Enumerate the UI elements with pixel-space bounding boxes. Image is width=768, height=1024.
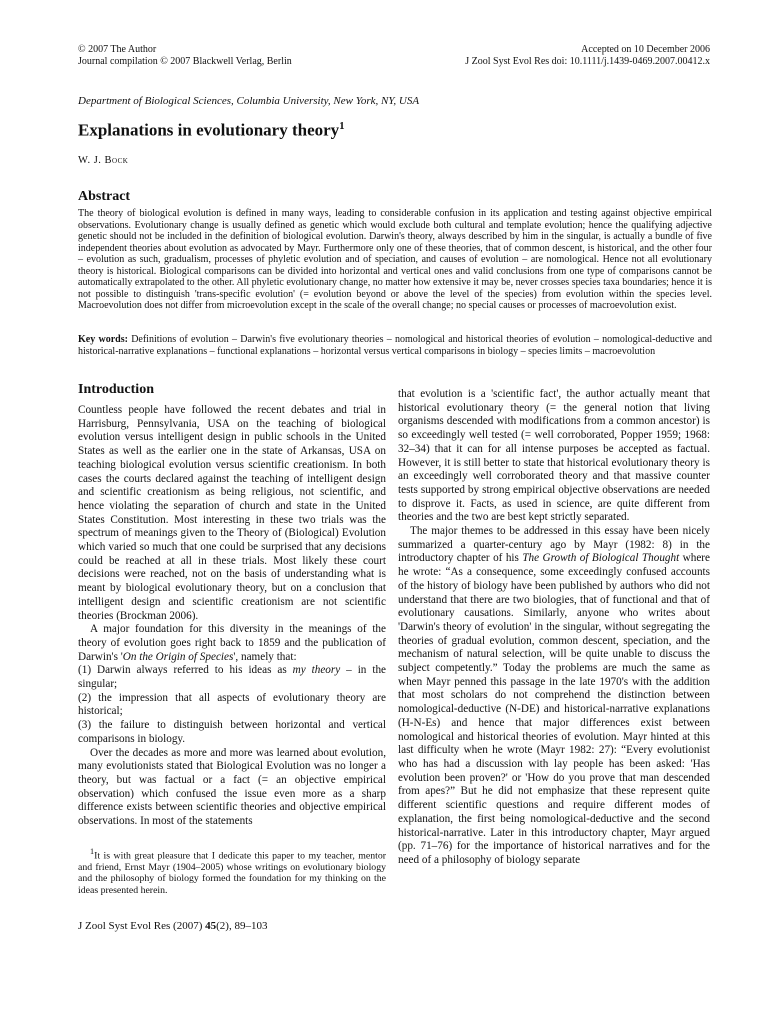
col2-p2-text-b: where he wrote: “As a consequence, some exceedingly confused accounts of the history of biology have been published by authors who did not understand that there are two biologies, that of functional and that of evolutionary causations. Similarly, anyone who writes about 'Darwin's theory of evolution' in the singular, without segregating the theories of gradual evolution, common descent, speciation, and the mechanism of natural selection, will be quite unable to discuss the subject competently.” Today the problems are much the same as when Mayr penned this passage in the late 1970's with the addition that most scholars do not comprehend the distinction between nomological-deductive (N-DE) and historical-narrative explanations (H-N-Es) and hence that major differences exist between nomological and historical theories of evolution. Mayr hinted at this last difficulty when he wrote (Mayr 1982: 27): “Every evolutionist who has had a discussion with lay people has been asked: 'Has evolution been proven?' or 'How do you prove that man descended from apes?” But he did not emphasize that these represent quite different scientific questions and require different modes of explanation, the first being nomological-deductive and the second historical-narrative. Later in this introductory chapter, Mayr argued (pp. 71–76) for the importance of historical narratives and for the need of a philosophy of biology separate — [398, 552, 710, 866]
growth-of-biological-thought-title: The Growth of Biological Thought — [522, 552, 680, 565]
affiliation: Department of Biological Sciences, Columbia University, New York, NY, USA — [78, 95, 420, 107]
col2-paragraph-1: that evolution is a 'scientific fact', the author actually meant that historical evolutionary theory (= the general notion that living organisms descended with modifications from a common ancestor) is so exceedingly well tested (= well corroborated, Popper 1959; 1968: 32–34) that it can for all intense purposes be accepted as factual. However, it is still better to state that historical evolutionary theory is an exceedingly well corroborated theory and that massive counter tests supported by strong empirical objective observations are needed to disprove it. Facts, as used in science, are quite different from theories and the two are best kept strictly separated. — [398, 388, 710, 524]
journal-compilation-line: Journal compilation © 2007 Blackwell Verlag, Berlin — [78, 56, 292, 67]
list1-italic: my theory — [292, 664, 341, 677]
page-footer — [78, 920, 267, 932]
footer-volume: 45 — [205, 920, 217, 932]
footnote-text: It is with great pleasure that I dedicate this paper to my teacher, mentor and friend, Ernst Mayr (1904–2005) whose writings on evolutionary biology and the philosophy of biology formed the foundation for my thinking on the ideas presented herein. — [78, 850, 386, 897]
p2-text-a: A major foundation for this diversity in the meanings of the theory of evolution goes right back to 1859 and the publication of Darwin's ' — [78, 623, 386, 663]
introduction-heading: Introduction — [78, 382, 154, 397]
header-right — [465, 44, 710, 68]
keywords — [78, 334, 712, 357]
title-text: Explanations in evolutionary theory — [78, 120, 340, 140]
intro-paragraph-2 — [78, 623, 386, 664]
abstract-text: The theory of biological evolution is defined in many ways, leading to considerable confusion in its application and testing against objective empirical observations. Evolutionary change is usually defined as genetic which would exclude both cultural and template evolution; hence the qualifying adjective genetic should not be included in the definition of biological evolution. Darwin's theory, always described by him in the singular, is actually a bundle of five independent theories about evolution as advocated by Mayr. Furthermore only one of these theories, that of common descent, is historical, and the other four – evolution as such, gradualism, processes of phyletic evolution and of speciation, and causes of evolution – are nomological. Hence not all evolutionary theory is historical. Biological comparisons can be divided into horizontal and vertical ones and valid conclusions from one type of comparisons cannot be automatically extrapolated to the other. All phyletic evolutionary change, no matter how extensive it may be, never crosses species taxa boundaries; hence it is not possible to distinguish 'trans-specific evolution' (= evolution beyond or above the level of the species) from evolution within the species level. Macroevolution does not differ from microevolution except in the scale of the overall change; no special causes or processes of macroevolution exist. — [78, 208, 712, 312]
footnote — [78, 846, 386, 897]
doi-line: J Zool Syst Evol Res doi: 10.1111/j.1439-0469.2007.00412.x — [465, 56, 710, 67]
footer-journal: J Zool Syst Evol Res (2007) — [78, 920, 206, 932]
title-footnote-mark: 1 — [339, 120, 345, 132]
intro-paragraph-1: Countless people have followed the recent debates and trial in Harrisburg, Pennsylvania, USA on the teaching of biological evolution versus intelligent design in public schools in the United States as well as the earlier one in the state of Arkansas, USA on teaching biological evolution versus scientific creationism. In both cases the courts declared against the teaching of intelligent design and scientific creationism as being religious, not scientific, and hence violating the separation of church and state in the United States Constitution. Most interesting in these two trials was the spectrum of meanings given to the Theory of (Biological) Evolution which varied so much that one could be surprised that any decisions could be reached at all in these trials. Most likely these court decisions were reached, not on the basis of understanding what is meant by biological evolutionary theory, but on a conclusion that intelligent design and scientific creationism are not scientific theories (Brockman 2006). — [78, 404, 386, 622]
keywords-label: Key words: — [78, 334, 128, 345]
copyright-line: © 2007 The Author — [78, 44, 157, 55]
list1-text-b: – in the singular; — [78, 664, 386, 691]
list-item-1 — [78, 664, 386, 691]
p2-text-b: ', namely that: — [233, 650, 297, 663]
author-name: W. J. Bock — [78, 155, 129, 166]
keywords-text: Definitions of evolution – Darwin's five evolutionary theories – nomological and historical theories of evolution – nomological-deductive and historical-narrative explanations – functional explanations – horizontal versus vertical comparisons in biology – species limits – macroevolution — [78, 334, 713, 357]
footer-issue-pages: (2), 89–103 — [216, 920, 268, 932]
right-column — [398, 388, 710, 868]
paper-title — [78, 120, 345, 141]
list-item-2: (2) the impression that all aspects of evolutionary theory are historical; — [78, 691, 386, 718]
list1-text-a: (1) Darwin always referred to his ideas as — [78, 664, 293, 677]
origin-of-species-title: On the Origin of Species — [122, 650, 234, 663]
left-column — [78, 404, 386, 829]
footnote-mark: 1 — [90, 847, 95, 856]
accepted-date: Accepted on 10 December 2006 — [581, 44, 710, 55]
abstract-heading: Abstract — [78, 189, 131, 204]
header-left — [78, 44, 292, 68]
col2-paragraph-2 — [398, 525, 710, 868]
list-item-3: (3) the failure to distinguish between horizontal and vertical comparisons in biology. — [78, 719, 386, 745]
col2-p2-text-a: The major themes to be addressed in this essay have been nicely summarized a quarter-century ago by Mayr (1982: 8) in the introductory chapter of his — [398, 525, 710, 565]
intro-paragraph-3: Over the decades as more and more was learned about evolution, many evolutionists stated that Biological Evolution was no longer a theory, but was factual or a fact (= an objective empirical observation) which confused the issue even more as a sharp difference exists between scientific theories and objective empirical observations. In most of the statements — [78, 746, 386, 828]
